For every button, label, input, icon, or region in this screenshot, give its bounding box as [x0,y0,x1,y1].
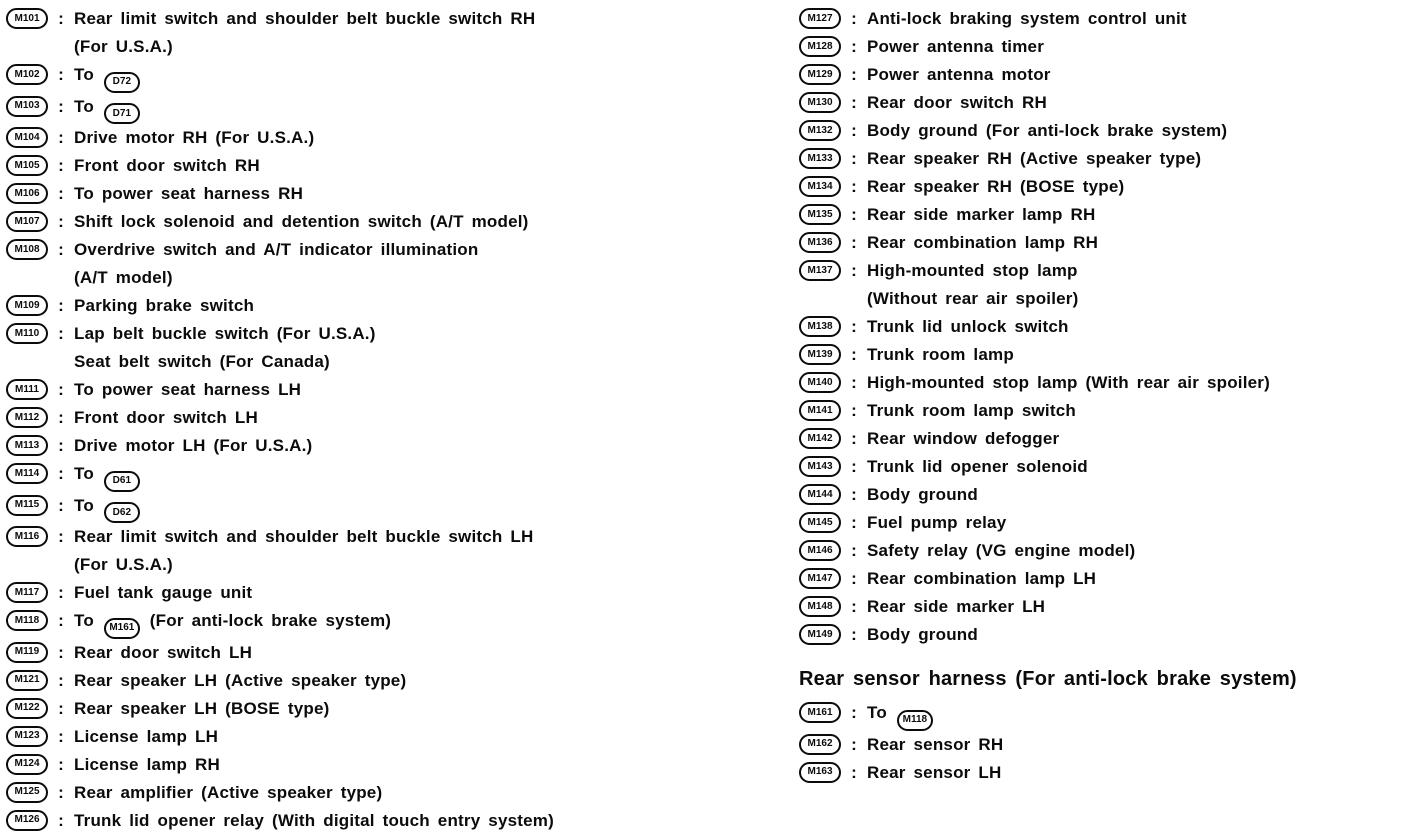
description-text: To [74,611,94,630]
legend-row [799,453,1421,481]
connector-code-badge: M119 [6,642,48,663]
description-suffix: (For anti-lock brake system) [149,611,392,630]
legend-row [6,5,711,61]
item-description [74,492,711,524]
item-description [867,593,1421,621]
connector-code-badge: M143 [799,456,841,477]
description-text: To [74,464,94,483]
colon-separator: : [58,583,64,602]
description-text: Front door switch RH [74,156,260,175]
colon-separator: : [851,703,857,722]
description-text: To power seat harness RH [74,184,304,203]
item-description [867,33,1421,61]
description-text: High-mounted stop lamp [867,261,1078,280]
item-description [867,425,1421,453]
description-text: Rear door switch RH [867,93,1047,112]
description-line2: (A/T model) [74,268,173,287]
connector-code-badge: M105 [6,155,48,176]
connector-code-badge: M144 [799,484,841,505]
colon-separator: : [58,670,64,690]
colon-separator: : [58,698,64,718]
connector-code-badge: M101 [6,8,48,29]
legend-row [799,397,1421,425]
colon-separator: : [58,240,64,259]
item-description [74,579,711,607]
connector-code-badge: M128 [799,36,841,57]
description-text: Trunk room lamp [867,345,1014,364]
colon-separator: : [58,527,64,546]
connector-code-badge: M138 [799,316,841,337]
description-text: Body ground (For anti-lock brake system) [867,121,1228,140]
item-description [74,61,711,93]
item-description [867,5,1421,33]
item-description [74,208,711,236]
item-description [74,93,711,125]
connector-code-badge: M141 [799,400,841,421]
connector-code-badge: M117 [6,582,48,603]
connector-code-badge: M124 [6,754,48,775]
item-description [74,807,711,832]
description-text: Power antenna motor [867,65,1051,84]
item-description [74,180,711,208]
legend-row [6,667,711,695]
colon-separator: : [851,317,857,336]
legend-row [799,145,1421,173]
section-heading: Rear sensor harness (For anti-lock brake system) [799,668,1297,690]
connector-code-badge: M134 [799,176,841,197]
connector-code-badge: M122 [6,698,48,719]
connector-code-badge: M109 [6,295,48,316]
legend-row [6,376,711,404]
connector-code-badge: M111 [6,379,48,400]
item-description [867,173,1421,201]
description-text: Rear side marker LH [867,597,1046,616]
colon-separator: : [851,149,857,168]
legend-row [6,320,711,376]
connector-code-badge: M127 [799,8,841,29]
legend-row [799,731,1421,759]
description-line2: (Without rear air spoiler) [867,289,1079,308]
connector-code-badge: M106 [6,183,48,204]
colon-separator: : [851,762,857,782]
description-text: Power antenna timer [867,37,1045,56]
description-text: License lamp LH [74,726,219,746]
description-text: Parking brake switch [74,296,255,315]
legend-row [799,509,1421,537]
description-text: Rear amplifier (Active speaker type) [74,782,383,802]
legend-row [799,5,1421,33]
connector-ref-badge: D71 [104,103,140,124]
item-description [867,341,1421,369]
item-description [74,432,711,460]
description-text: Lap belt buckle switch (For U.S.A.) [74,324,376,343]
colon-separator: : [58,782,64,802]
description-text: Trunk room lamp switch [867,401,1076,420]
rear-sensor-harness-list [799,699,1421,787]
legend-row [6,607,711,639]
item-description [867,453,1421,481]
connector-code-badge: M123 [6,726,48,747]
colon-separator: : [58,726,64,746]
item-description [867,731,1421,759]
legend-row [799,537,1421,565]
legend-row [6,492,711,524]
colon-separator: : [851,457,857,476]
legend-row [6,432,711,460]
description-text: Rear limit switch and shoulder belt buckle switch RH [74,9,536,28]
description-text: Anti-lock braking system control unit [867,9,1187,28]
description-text: Fuel tank gauge unit [74,583,253,602]
item-description [74,779,711,807]
item-description [74,523,711,579]
legend-row [6,579,711,607]
connector-code-badge: M132 [799,120,841,141]
legend-row [799,565,1421,593]
colon-separator: : [851,373,857,392]
description-text: Rear combination lamp RH [867,233,1099,252]
colon-separator: : [58,642,64,662]
legend-row [799,425,1421,453]
item-description [867,201,1421,229]
legend-row [799,33,1421,61]
colon-separator: : [851,93,857,112]
description-text: To [74,96,94,116]
connector-code-badge: M115 [6,495,48,516]
connector-code-badge: M104 [6,127,48,148]
legend-row [799,341,1421,369]
connector-code-badge: M103 [6,96,48,117]
item-description [74,124,711,152]
description-text: Rear door switch LH [74,642,253,662]
colon-separator: : [58,754,64,774]
description-text: Overdrive switch and A/T indicator illumination [74,240,479,259]
legend-row [799,257,1421,313]
colon-separator: : [851,625,857,644]
item-description [867,565,1421,593]
colon-separator: : [851,205,857,224]
item-description [74,376,711,404]
connector-code-badge: M147 [799,568,841,589]
connector-code-badge: M126 [6,810,48,831]
colon-separator: : [58,96,64,116]
connector-ref-badge: D62 [104,502,140,523]
item-description [74,639,711,667]
item-description [867,509,1421,537]
description-text: To [74,495,94,515]
description-text: Body ground [867,485,978,504]
connector-code-badge: M107 [6,211,48,232]
connector-code-badge: M137 [799,260,841,281]
description-text: To [867,703,887,722]
colon-separator: : [58,380,64,399]
legend-row [799,173,1421,201]
description-text: Trunk lid unlock switch [867,317,1069,336]
legend-row [6,779,711,807]
colon-separator: : [58,156,64,175]
connector-ref-badge: M118 [897,710,933,731]
colon-separator: : [851,429,857,448]
colon-separator: : [58,296,64,315]
item-description [74,695,711,723]
item-description [74,236,711,292]
colon-separator: : [851,9,857,28]
description-text: Drive motor RH (For U.S.A.) [74,128,315,147]
connector-code-badge: M130 [799,92,841,113]
connector-code-badge: M139 [799,344,841,365]
legend-row [6,404,711,432]
item-description [867,89,1421,117]
item-description [74,460,711,492]
description-text: To [74,65,94,84]
description-text: Rear speaker RH (BOSE type) [867,177,1125,196]
colon-separator: : [851,233,857,252]
connector-code-badge: M162 [799,734,841,755]
colon-separator: : [851,485,857,504]
colon-separator: : [58,212,64,231]
item-description [74,667,711,695]
connector-code-badge: M145 [799,512,841,533]
description-text: Rear sensor LH [867,762,1002,782]
description-text: Rear sensor RH [867,734,1004,754]
description-text: Rear limit switch and shoulder belt buckle switch LH [74,527,534,546]
item-description [867,537,1421,565]
legend-row [799,229,1421,257]
colon-separator: : [58,324,64,343]
legend-column-left [6,5,711,832]
item-description [74,292,711,320]
connector-code-badge: M136 [799,232,841,253]
item-description [867,257,1421,313]
item-description [867,229,1421,257]
item-description [74,607,711,639]
connector-code-badge: M135 [799,204,841,225]
legend-row [6,152,711,180]
description-text: Rear speaker LH (Active speaker type) [74,670,407,690]
connector-code-badge: M116 [6,526,48,547]
description-text: High-mounted stop lamp (With rear air spoiler) [867,373,1270,392]
item-description [867,481,1421,509]
colon-separator: : [851,37,857,56]
colon-separator: : [58,495,64,515]
description-text: Rear side marker lamp RH [867,205,1096,224]
item-description [867,621,1421,649]
item-description [74,152,711,180]
connector-code-badge: M163 [799,762,841,783]
colon-separator: : [851,65,857,84]
description-text: Shift lock solenoid and detention switch (A/T model) [74,212,529,231]
legend-row [799,313,1421,341]
legend-row [6,208,711,236]
description-text: Trunk lid opener solenoid [867,457,1088,476]
connector-code-badge: M112 [6,407,48,428]
item-description [74,404,711,432]
colon-separator: : [851,569,857,588]
colon-separator: : [851,597,857,616]
connector-code-badge: M118 [6,610,48,631]
colon-separator: : [58,611,64,630]
colon-separator: : [851,513,857,532]
connector-code-badge: M102 [6,64,48,85]
legend-row [6,723,711,751]
description-text: Drive motor LH (For U.S.A.) [74,436,313,455]
colon-separator: : [851,734,857,754]
description-text: Rear window defogger [867,429,1060,448]
item-description [867,61,1421,89]
legend-row [6,292,711,320]
item-description [867,145,1421,173]
description-text: Rear speaker RH (Active speaker type) [867,149,1202,168]
description-text: Trunk lid opener relay (With digital touch entry system) [74,810,554,830]
description-text: Rear speaker LH (BOSE type) [74,698,330,718]
legend-row [6,124,711,152]
connector-code-badge: M133 [799,148,841,169]
legend-row [799,61,1421,89]
colon-separator: : [58,65,64,84]
description-line2: (For U.S.A.) [74,555,173,574]
legend-row [6,807,711,832]
item-description [867,117,1421,145]
legend-row [799,89,1421,117]
item-description [74,320,711,376]
legend-row [6,61,711,93]
description-text: Safety relay (VG engine model) [867,541,1136,560]
description-text: To power seat harness LH [74,380,302,399]
colon-separator: : [58,9,64,28]
legend-row [799,369,1421,397]
colon-separator: : [851,177,857,196]
colon-separator: : [851,261,857,280]
description-text: Body ground [867,625,978,644]
connector-code-badge: M108 [6,239,48,260]
legend-row [6,695,711,723]
legend-row [6,751,711,779]
legend-row [6,180,711,208]
connector-code-badge: M114 [6,463,48,484]
colon-separator: : [58,128,64,147]
connector-code-badge: M149 [799,624,841,645]
legend-row [799,621,1421,649]
connector-code-badge: M129 [799,64,841,85]
item-description [867,369,1421,397]
colon-separator: : [851,541,857,560]
colon-separator: : [58,810,64,830]
connector-code-badge: M121 [6,670,48,691]
legend-row [6,639,711,667]
colon-separator: : [58,436,64,455]
description-text: Front door switch LH [74,408,258,427]
connector-code-badge: M125 [6,782,48,803]
connector-ref-badge: M161 [104,618,140,639]
colon-separator: : [851,121,857,140]
description-line2: (For U.S.A.) [74,37,173,56]
colon-separator: : [58,408,64,427]
item-description [74,723,711,751]
item-description [867,313,1421,341]
connector-ref-badge: D61 [104,471,140,492]
legend-list-right [799,5,1421,649]
colon-separator: : [851,401,857,420]
legend-row [799,593,1421,621]
description-text: License lamp RH [74,754,220,774]
legend-row [6,236,711,292]
connector-code-badge: M140 [799,372,841,393]
connector-code-badge: M110 [6,323,48,344]
description-line2: Seat belt switch (For Canada) [74,352,330,371]
legend-row [6,460,711,492]
legend-row [6,93,711,125]
item-description [74,751,711,779]
legend-row [799,117,1421,145]
connector-code-badge: M142 [799,428,841,449]
connector-ref-badge: D72 [104,72,140,93]
description-text: Fuel pump relay [867,513,1007,532]
colon-separator: : [58,464,64,483]
item-description [867,699,1421,731]
legend-row [799,759,1421,787]
connector-code-badge: M148 [799,596,841,617]
connector-code-badge: M113 [6,435,48,456]
item-description [867,397,1421,425]
legend-row [799,699,1421,731]
connector-code-badge: M146 [799,540,841,561]
colon-separator: : [58,184,64,203]
legend-row [6,523,711,579]
connector-code-badge: M161 [799,702,841,723]
legend-column-right [799,5,1421,787]
item-description [867,759,1421,787]
description-text: Rear combination lamp LH [867,569,1097,588]
colon-separator: : [851,345,857,364]
legend-row [799,201,1421,229]
legend-row [799,481,1421,509]
item-description [74,5,711,61]
